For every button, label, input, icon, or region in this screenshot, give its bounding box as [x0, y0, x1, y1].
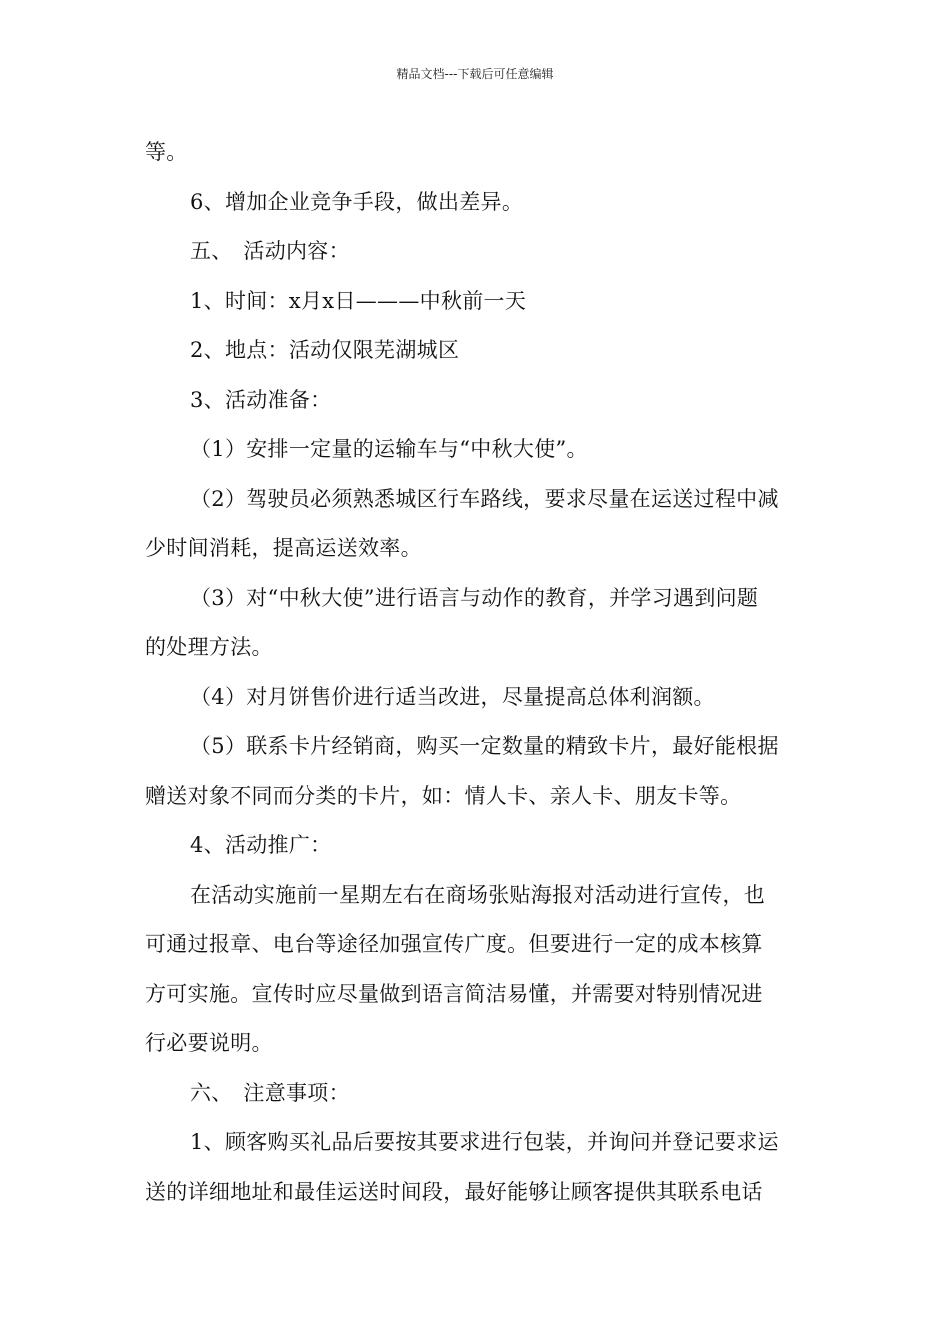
text-line: 方可实施。宣传时应尽量做到语言简洁易懂，并需要对特别情况进 — [145, 981, 763, 1006]
text-line: 送的详细地址和最佳运送时间段，最好能够让顾客提供其联系电话 — [145, 1179, 763, 1204]
document-body — [145, 128, 815, 1217]
section-heading: 六、 注意事项： — [190, 1080, 350, 1105]
text-line: （3）对“中秋大使”进行语言与动作的教育，并学习遇到问题 — [190, 585, 759, 610]
text-line: 2、地点：活动仅限芜湖城区 — [190, 338, 460, 362]
section-heading: 五、 活动内容： — [190, 239, 350, 263]
text-line: （1）安排一定量的运输车与“中秋大使”。 — [190, 437, 588, 461]
subsection-heading: 4、活动推广： — [190, 833, 332, 857]
text-line: 等。 — [145, 140, 188, 164]
text-line: 1、时间：x月x日———中秋前一天 — [190, 288, 527, 313]
subsection-heading: 3、活动准备： — [190, 387, 332, 412]
text-line: 1、顾客购买礼品后要按其要求进行包装，并询问并登记要求运 — [190, 1130, 779, 1154]
text-line: 赠送对象不同而分类的卡片，如：情人卡、亲人卡、朋友卡等。 — [145, 783, 742, 808]
text-line: （4）对月饼售价进行适当改进，尽量提高总体利润额。 — [190, 684, 715, 709]
text-line: 可通过报章、电台等途径加强宣传广度。但要进行一定的成本核算 — [145, 932, 763, 956]
text-line: （5）联系卡片经销商，购买一定数量的精致卡片，最好能根据 — [190, 734, 779, 758]
text-line: 行必要说明。 — [145, 1031, 273, 1055]
page-header: 精品文档---下载后可任意编辑 — [396, 67, 554, 81]
text-line: 的处理方法。 — [145, 635, 273, 659]
text-line: 在活动实施前一星期左右在商场张贴海报对活动进行宣传，也 — [190, 882, 766, 907]
text-line: 少时间消耗，提高运送效率。 — [145, 536, 422, 560]
text-line: 6、增加企业竞争手段，做出差异。 — [190, 189, 524, 214]
text-line: （2）驾驶员必须熟悉城区行车路线，要求尽量在运送过程中减 — [190, 486, 779, 511]
